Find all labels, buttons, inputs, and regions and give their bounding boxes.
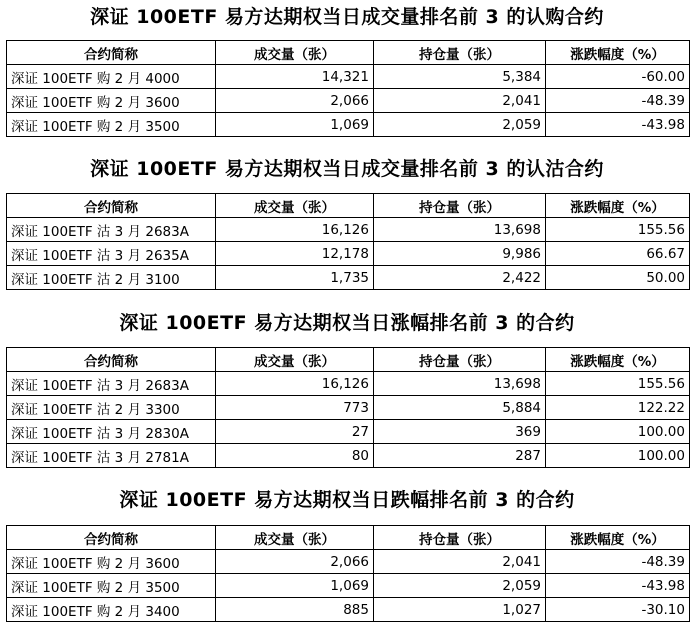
- table-row: [7, 598, 690, 622]
- open-interest-cell: 13,698: [374, 218, 546, 242]
- change-pct-cell: -48.39: [546, 550, 690, 574]
- open-interest-cell: 2,059: [374, 113, 546, 137]
- volume-cell: 2,066: [216, 89, 374, 113]
- header-open-interest: 持仓量（张）: [374, 194, 546, 218]
- header-contract-name: 合约简称: [7, 348, 216, 372]
- open-interest-cell: 2,041: [374, 550, 546, 574]
- open-interest-cell: 13,698: [374, 372, 546, 396]
- change-pct-cell: 155.56: [546, 218, 690, 242]
- table-row: [7, 89, 690, 113]
- header-contract-name: 合约简称: [7, 526, 216, 550]
- volume-cell: 12,178: [216, 242, 374, 266]
- header-change-pct: 涨跌幅度（%）: [546, 526, 690, 550]
- contract-name-cell: 深证 100ETF 沽 3 月 2683A: [7, 218, 216, 242]
- contract-name-cell: 深证 100ETF 沽 3 月 2781A: [7, 444, 216, 468]
- call-volume-table: [6, 40, 690, 137]
- volume-cell: 1,735: [216, 266, 374, 290]
- contract-name-cell: 深证 100ETF 沽 3 月 2635A: [7, 242, 216, 266]
- header-volume: 成交量（张）: [216, 348, 374, 372]
- change-pct-cell: 122.22: [546, 396, 690, 420]
- open-interest-cell: 9,986: [374, 242, 546, 266]
- table-row: [7, 372, 690, 396]
- table-row: [7, 218, 690, 242]
- contract-name-cell: 深证 100ETF 购 2 月 4000: [7, 65, 216, 89]
- header-row: [7, 194, 690, 218]
- change-pct-cell: -48.39: [546, 89, 690, 113]
- change-pct-cell: 100.00: [546, 420, 690, 444]
- change-pct-cell: 155.56: [546, 372, 690, 396]
- contract-name-cell: 深证 100ETF 购 2 月 3600: [7, 89, 216, 113]
- open-interest-cell: 2,422: [374, 266, 546, 290]
- open-interest-cell: 5,884: [374, 396, 546, 420]
- open-interest-cell: 2,041: [374, 89, 546, 113]
- header-volume: 成交量（张）: [216, 41, 374, 65]
- top-gainers-table: [6, 347, 690, 468]
- contract-name-cell: 深证 100ETF 购 2 月 3400: [7, 598, 216, 622]
- header-open-interest: 持仓量（张）: [374, 526, 546, 550]
- header-volume: 成交量（张）: [216, 194, 374, 218]
- header-change-pct: 涨跌幅度（%）: [546, 41, 690, 65]
- open-interest-cell: 5,384: [374, 65, 546, 89]
- section-title-top-losers: 深证 100ETF 易方达期权当日跌幅排名前 3 的合约: [119, 489, 575, 511]
- header-change-pct: 涨跌幅度（%）: [546, 348, 690, 372]
- header-contract-name: 合约简称: [7, 41, 216, 65]
- table-row: [7, 574, 690, 598]
- contract-name-cell: 深证 100ETF 购 2 月 3500: [7, 113, 216, 137]
- table-row: [7, 65, 690, 89]
- table-row: [7, 113, 690, 137]
- volume-cell: 885: [216, 598, 374, 622]
- table-row: [7, 266, 690, 290]
- change-pct-cell: -43.98: [546, 113, 690, 137]
- contract-name-cell: 深证 100ETF 沽 2 月 3100: [7, 266, 216, 290]
- volume-cell: 27: [216, 420, 374, 444]
- header-contract-name: 合约简称: [7, 194, 216, 218]
- contract-name-cell: 深证 100ETF 沽 3 月 2683A: [7, 372, 216, 396]
- change-pct-cell: 50.00: [546, 266, 690, 290]
- table-row: [7, 242, 690, 266]
- table-row: [7, 444, 690, 468]
- change-pct-cell: 100.00: [546, 444, 690, 468]
- contract-name-cell: 深证 100ETF 购 2 月 3600: [7, 550, 216, 574]
- put-volume-table: [6, 193, 690, 290]
- volume-cell: 80: [216, 444, 374, 468]
- contract-name-cell: 深证 100ETF 沽 2 月 3300: [7, 396, 216, 420]
- open-interest-cell: 2,059: [374, 574, 546, 598]
- section-title-call-volume: 深证 100ETF 易方达期权当日成交量排名前 3 的认购合约: [90, 6, 604, 28]
- volume-cell: 1,069: [216, 113, 374, 137]
- change-pct-cell: -60.00: [546, 65, 690, 89]
- open-interest-cell: 1,027: [374, 598, 546, 622]
- contract-name-cell: 深证 100ETF 购 2 月 3500: [7, 574, 216, 598]
- section-title-top-gainers: 深证 100ETF 易方达期权当日涨幅排名前 3 的合约: [119, 312, 575, 334]
- volume-cell: 1,069: [216, 574, 374, 598]
- change-pct-cell: -43.98: [546, 574, 690, 598]
- table-row: [7, 420, 690, 444]
- header-open-interest: 持仓量（张）: [374, 41, 546, 65]
- header-volume: 成交量（张）: [216, 526, 374, 550]
- volume-cell: 2,066: [216, 550, 374, 574]
- table-row: [7, 550, 690, 574]
- table-row: [7, 396, 690, 420]
- header-change-pct: 涨跌幅度（%）: [546, 194, 690, 218]
- volume-cell: 16,126: [216, 372, 374, 396]
- header-row: [7, 41, 690, 65]
- header-row: [7, 526, 690, 550]
- change-pct-cell: 66.67: [546, 242, 690, 266]
- volume-cell: 16,126: [216, 218, 374, 242]
- change-pct-cell: -30.10: [546, 598, 690, 622]
- volume-cell: 14,321: [216, 65, 374, 89]
- open-interest-cell: 287: [374, 444, 546, 468]
- section-title-put-volume: 深证 100ETF 易方达期权当日成交量排名前 3 的认沽合约: [90, 158, 604, 180]
- header-row: [7, 348, 690, 372]
- volume-cell: 773: [216, 396, 374, 420]
- contract-name-cell: 深证 100ETF 沽 3 月 2830A: [7, 420, 216, 444]
- header-open-interest: 持仓量（张）: [374, 348, 546, 372]
- open-interest-cell: 369: [374, 420, 546, 444]
- top-losers-table: [6, 525, 690, 622]
